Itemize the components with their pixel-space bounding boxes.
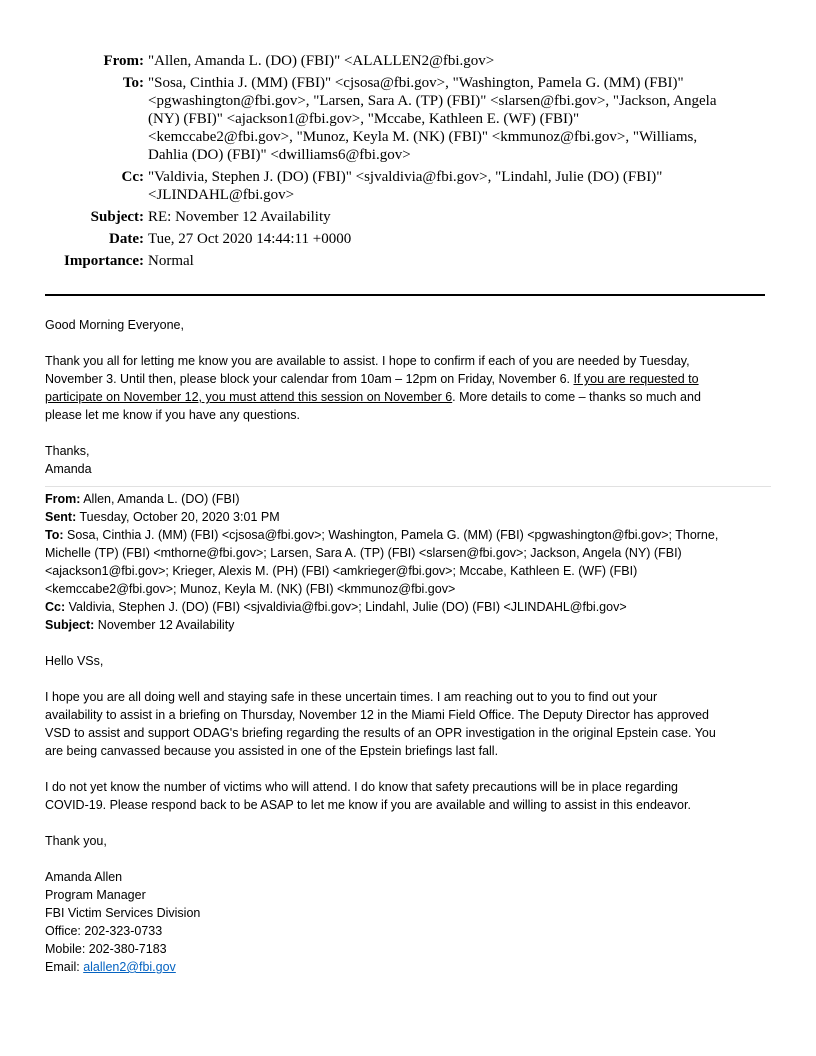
quoted-line: I hope you are all doing well and staying safe in these uncertain times. I am reaching out to you to find out your	[45, 690, 658, 704]
to-line: <kemccabe2@fbi.gov>, "Munoz, Keyla M. (NK) (FBI)" <kmmunoz@fbi.gov>, "Williams,	[148, 129, 698, 145]
quoted-paragraph	[45, 688, 765, 760]
quoted-line: availability to assist in a briefing on Thursday, November 12 in the Miami Field Office. The Deputy Director has approved	[45, 708, 709, 722]
header-cc-row	[50, 168, 770, 204]
quoted-to-label: To:	[45, 528, 64, 542]
header-from-row	[50, 52, 770, 70]
reply-line	[45, 388, 765, 406]
quoted-line: VSD to assist and support ODAG's briefing regarding the results of an OPR investigation in the original Epstein case. You	[45, 726, 716, 740]
importance-value: Normal	[148, 253, 194, 269]
quoted-to-line: <ajackson1@fbi.gov>; Krieger, Alexis M. (PH) (FBI) <amkrieger@fbi.gov>; Mccabe, Kathleen E. (WF) (FBI)	[45, 564, 638, 578]
reply-underlined-text: If you are requested to	[573, 372, 699, 386]
quoted-subject-value: November 12 Availability	[94, 618, 235, 632]
signature-email	[45, 958, 765, 976]
quoted-sent-value: Tuesday, October 20, 2020 3:01 PM	[76, 510, 280, 524]
signature-title: Program Manager	[45, 888, 146, 902]
signature-office-phone: Office: 202-323-0733	[45, 924, 163, 938]
reply-line: Thank you all for letting me know you are available to assist. I hope to confirm if each of you are needed by Tuesday,	[45, 354, 690, 368]
signature-email-label: Email:	[45, 960, 84, 974]
from-label: From:	[103, 53, 144, 69]
reply-thanks: Thanks,	[45, 444, 90, 458]
subject-label: Subject:	[90, 209, 144, 225]
to-value	[148, 74, 770, 164]
quoted-greeting: Hello VSs,	[45, 654, 104, 668]
importance-label: Importance:	[64, 253, 144, 269]
to-line: Dahlia (DO) (FBI)" <dwilliams6@fbi.gov>	[148, 147, 411, 163]
cc-label: Cc:	[121, 169, 144, 185]
cc-line: <JLINDAHL@fbi.gov>	[148, 187, 295, 203]
header-to-row	[50, 74, 770, 164]
quoted-from-label: From:	[45, 492, 81, 506]
quoted-to-line: Michelle (TP) (FBI) <mthorne@fbi.gov>; Larsen, Sara A. (TP) (FBI) <slarsen@fbi.gov>; Jackson, Angela (NY) (FBI)	[45, 546, 682, 560]
header-importance-row	[50, 252, 770, 270]
subject-value: RE: November 12 Availability	[148, 209, 331, 225]
quoted-line: are being canvassed because you assisted in one of the Epstein briefings last fall.	[45, 744, 499, 758]
quoted-cc-value: Valdivia, Stephen J. (DO) (FBI) <sjvaldivia@fbi.gov>; Lindahl, Julie (DO) (FBI) <JLINDAHL@fbi.gov>	[65, 600, 627, 614]
quoted-to-value: Sosa, Cinthia J. (MM) (FBI) <cjsosa@fbi.gov>; Washington, Pamela G. (MM) (FBI) <pgwashington@fbi.gov>; Thorne,	[63, 528, 719, 542]
quoted-divider	[45, 486, 771, 487]
quoted-subject-label: Subject:	[45, 618, 95, 632]
cc-line: "Valdivia, Stephen J. (DO) (FBI)" <sjvaldivia@fbi.gov>, "Lindahl, Julie (DO) (FBI)"	[148, 169, 663, 185]
reply-line	[45, 370, 765, 388]
quoted-line: COVID-19. Please respond back to be ASAP to let me know if you are available and willing to assist in this endeavor.	[45, 798, 691, 812]
signature-email-link[interactable]: alallen2@fbi.gov	[83, 960, 176, 974]
quoted-cc-label: Cc:	[45, 600, 66, 614]
quoted-from-value: Allen, Amanda L. (DO) (FBI)	[80, 492, 240, 506]
reply-text: November 3. Until then, please block your calendar from 10am – 12pm on Friday, November 6.	[45, 372, 574, 386]
to-line: <pgwashington@fbi.gov>, "Larsen, Sara A. (TP) (FBI)" <slarsen@fbi.gov>, "Jackson, Angela	[148, 93, 717, 109]
reply-text: . More details to come – thanks so much and	[452, 390, 701, 404]
reply-line: please let me know if you have any questions.	[45, 408, 301, 422]
email-body	[45, 316, 765, 976]
date-label: Date:	[109, 231, 144, 247]
email-header	[50, 52, 770, 274]
quoted-paragraph	[45, 778, 765, 814]
to-label: To:	[122, 75, 144, 91]
signature-name: Amanda Allen	[45, 870, 123, 884]
quoted-line: I do not yet know the number of victims who will attend. I do know that safety precautions will be in place regarding	[45, 780, 678, 794]
date-value: Tue, 27 Oct 2020 14:44:11 +0000	[148, 231, 352, 247]
cc-value	[148, 168, 770, 204]
header-date-row	[50, 230, 770, 248]
header-divider	[45, 294, 765, 296]
to-line: (NY) (FBI)" <ajackson1@fbi.gov>, "Mccabe, Kathleen E. (WF) (FBI)"	[148, 111, 580, 127]
reply-signature: Amanda	[45, 462, 92, 476]
quoted-closing: Thank you,	[45, 834, 107, 848]
quoted-sent-label: Sent:	[45, 510, 77, 524]
from-value: "Allen, Amanda L. (DO) (FBI)" <ALALLEN2@fbi.gov>	[148, 53, 495, 69]
quoted-from	[45, 490, 765, 508]
reply-underlined-text: participate on November 12, you must attend this session on November 6	[45, 390, 453, 404]
quoted-to	[45, 526, 765, 544]
quoted-sent	[45, 508, 765, 526]
header-subject-row	[50, 208, 770, 226]
to-line: "Sosa, Cinthia J. (MM) (FBI)" <cjsosa@fbi.gov>, "Washington, Pamela G. (MM) (FBI)"	[148, 75, 684, 91]
signature-mobile-phone: Mobile: 202-380-7183	[45, 942, 167, 956]
quoted-subject	[45, 616, 765, 634]
reply-greeting: Good Morning Everyone,	[45, 318, 184, 332]
quoted-cc	[45, 598, 765, 616]
reply-paragraph	[45, 352, 765, 424]
quoted-to-line: <kemccabe2@fbi.gov>; Munoz, Keyla M. (NK) (FBI) <kmmunoz@fbi.gov>	[45, 582, 456, 596]
signature-division: FBI Victim Services Division	[45, 906, 201, 920]
